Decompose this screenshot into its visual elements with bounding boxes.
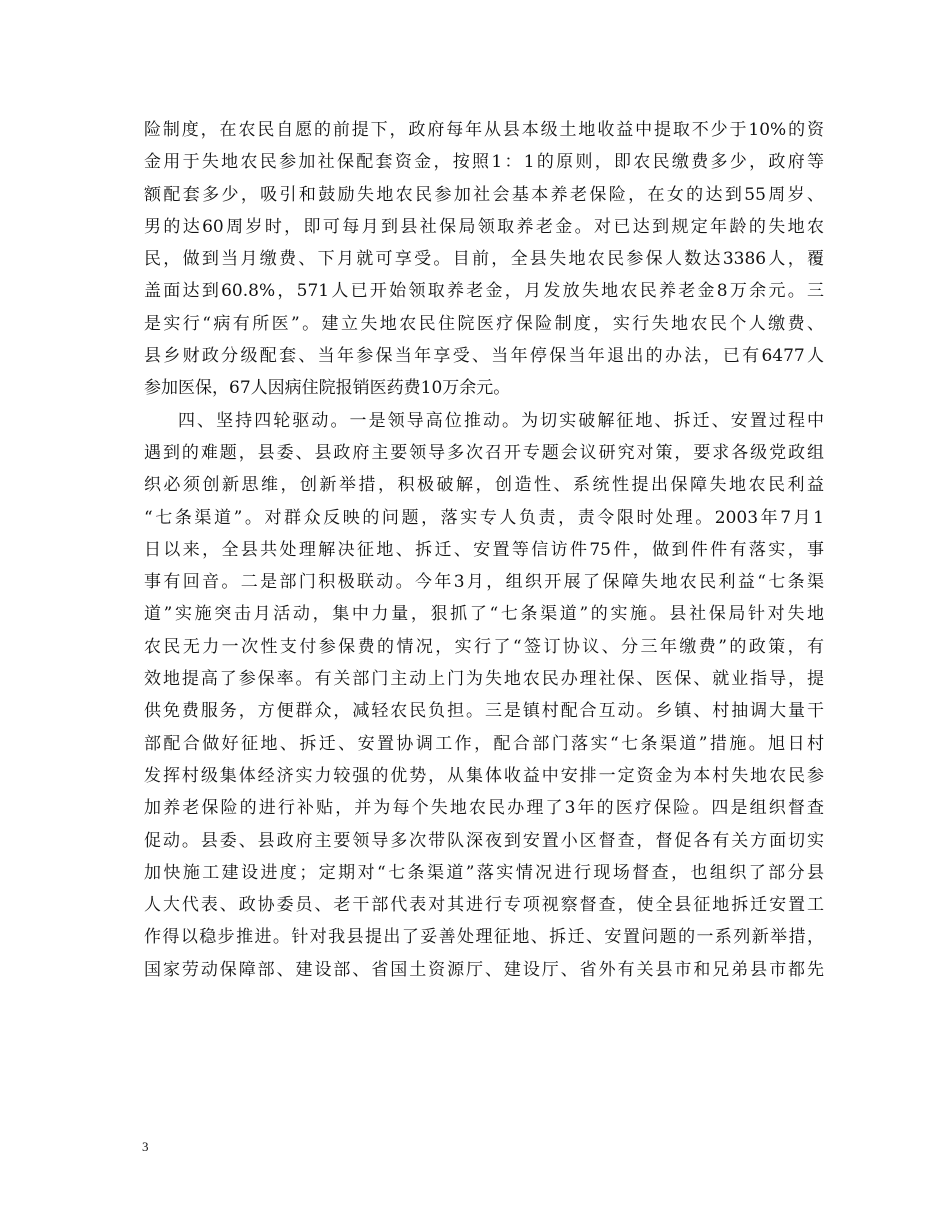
text-line: 人大代表、政协委员、老干部代表对其进行专项视察督查，使全县征地拆迁安置工 — [144, 895, 824, 916]
text-line: 盖面达到60.8%，571人已开始领取养老金，月发放失地农民养老金8万余元。三 — [144, 281, 824, 302]
text-line: 作得以稳步推进。针对我县提出了妥善处理征地、拆迁、安置问题的一系列新举措， — [144, 927, 824, 948]
text-line: 县乡财政分级配套、当年参保当年享受、当年停保当年退出的办法，已有6477人 — [144, 346, 824, 367]
paragraph-2 — [144, 405, 824, 986]
text-line: 发挥村级集体经济实力较强的优势，从集体收益中安排一定资金为本村失地农民参 — [144, 765, 824, 786]
text-line: 国家劳动保障部、建设部、省国土资源厅、建设厅、省外有关县市和兄弟县市都先 — [144, 959, 824, 980]
text-line: 金用于失地农民参加社保配套资金，按照1：1的原则，即农民缴费多少，政府等 — [144, 152, 824, 173]
text-line: “七条渠道”。对群众反映的问题，落实专人负责，责令限时处理。2003年7月1 — [144, 507, 824, 528]
text-line: 事有回音。二是部门积极联动。今年3月，组织开展了保障失地农民利益“七条渠 — [144, 572, 824, 593]
text-line: 农民无力一次性支付参保费的情况，实行了“签订协议、分三年缴费”的政策，有 — [144, 636, 824, 657]
text-line: 险制度，在农民自愿的前提下，政府每年从县本级土地收益中提取不少于10%的资 — [144, 120, 824, 140]
page-number: 3 — [142, 1139, 149, 1154]
text-line: 效地提高了参保率。有关部门主动上门为失地农民办理社保、医保、就业指导，提 — [144, 669, 824, 690]
text-line: 遇到的难题，县委、县政府主要领导多次召开专题会议研究对策，要求各级党政组 — [144, 442, 824, 463]
text-line: 参加医保，67人因病住院报销医药费10万余元。 — [144, 378, 511, 399]
text-line: 额配套多少，吸引和鼓励失地农民参加社会基本养老保险，在女的达到55周岁、 — [144, 184, 824, 205]
text-line: 日以来，全县共处理解决征地、拆迁、安置等信访件75件，做到件件有落实，事 — [144, 539, 824, 560]
paragraph-1 — [144, 114, 824, 405]
text-line: 四、坚持四轮驱动。一是领导高位推动。为切实破解征地、拆迁、安置过程中 — [178, 410, 824, 431]
text-line: 加养老保险的进行补贴，并为每个失地农民办理了3年的医疗保险。四是组织督查 — [144, 798, 824, 819]
text-line: 促动。县委、县政府主要领导多次带队深夜到安置小区督查，督促各有关方面切实 — [144, 830, 824, 851]
text-line: 织必须创新思维，创新举措，积极破解，创造性、系统性提出保障失地农民利益 — [144, 475, 824, 496]
text-line: 男的达60周岁时，即可每月到县社保局领取养老金。对已达到规定年龄的失地农 — [144, 216, 824, 237]
text-line: 道”实施突击月活动，集中力量，狠抓了“七条渠道”的实施。县社保局针对失地 — [144, 604, 824, 625]
text-line: 是实行“病有所医”。建立失地农民住院医疗保险制度，实行失地农民个人缴费、 — [144, 313, 824, 334]
text-line: 加快施工建设进度；定期对“七条渠道”落实情况进行现场督查，也组织了部分县 — [144, 862, 824, 883]
text-line: 部配合做好征地、拆迁、安置协调工作，配合部门落实“七条渠道”措施。旭日村 — [144, 733, 824, 754]
text-line: 民，做到当月缴费、下月就可享受。目前，全县失地农民参保人数达3386人，覆 — [144, 249, 824, 270]
body-text — [144, 114, 824, 986]
text-line: 供免费服务，方便群众，减轻农民负担。三是镇村配合互动。乡镇、村抽调大量干 — [144, 701, 824, 722]
